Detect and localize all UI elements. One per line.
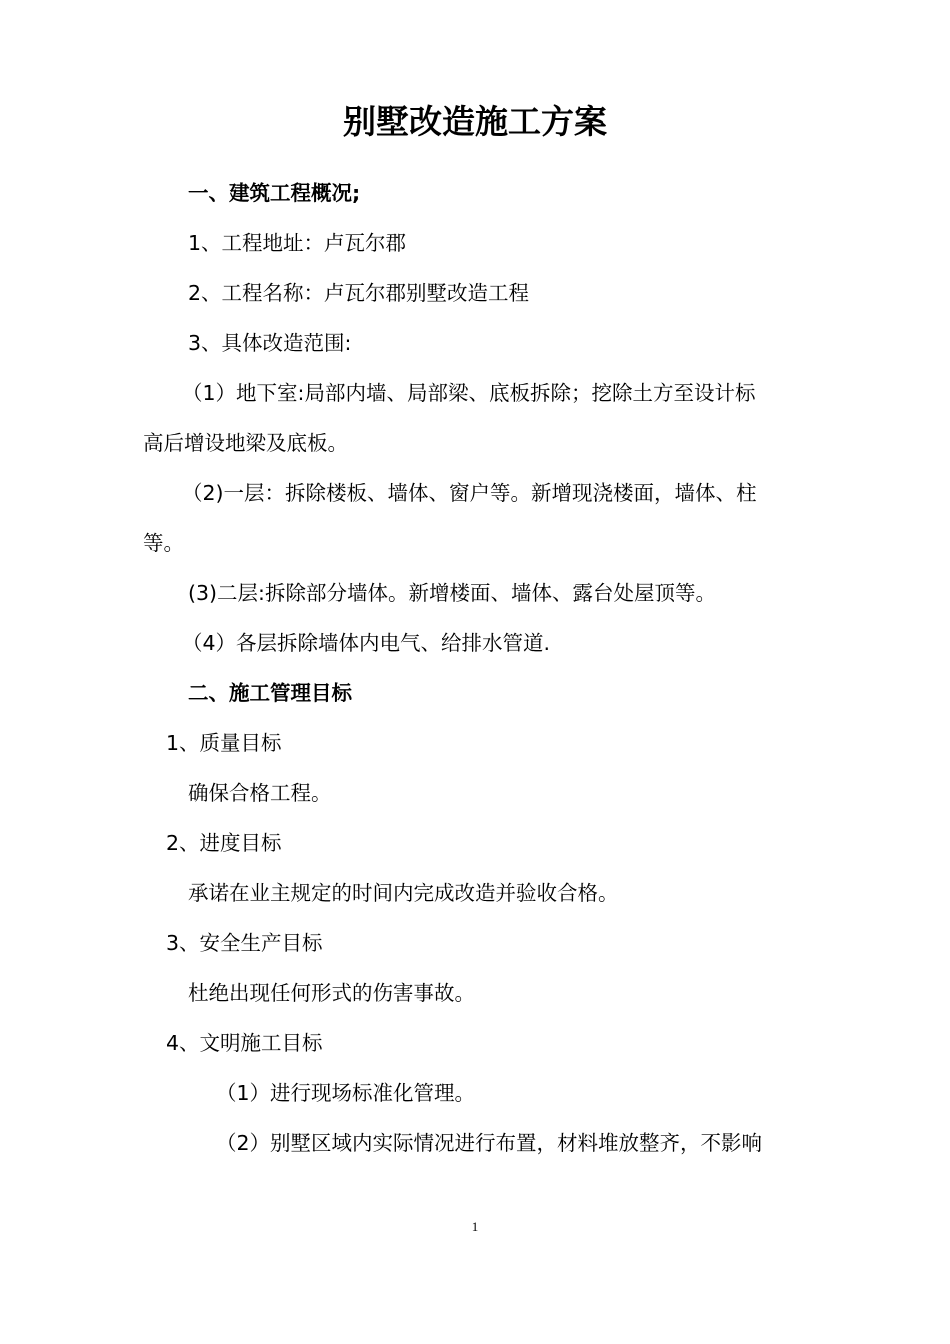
section-heading-building-overview: 一、建筑工程概况; xyxy=(188,181,361,205)
paragraph-first-floor-scope-cont: 等。 xyxy=(143,531,184,555)
paragraph-site-layout: （2）别墅区域内实际情况进行布置，材料堆放整齐，不影响 xyxy=(216,1131,763,1155)
paragraph-basement-scope-cont: 高后增设地梁及底板。 xyxy=(143,431,348,455)
paragraph-first-floor-scope: （2)一层：拆除楼板、墙体、窗户等。新增现浇楼面，墙体、柱 xyxy=(182,481,757,505)
subheading-safety-goal: 3、安全生产目标 xyxy=(166,931,323,955)
paragraph-project-address: 1、工程地址：卢瓦尔郡 xyxy=(188,231,407,255)
subheading-quality-goal: 1、质量目标 xyxy=(166,731,282,755)
paragraph-second-floor-scope: (3)二层:拆除部分墙体。新增楼面、墙体、露台处屋顶等。 xyxy=(188,581,716,605)
paragraph-quality-goal: 确保合格工程。 xyxy=(188,781,332,805)
page-number: 1 xyxy=(471,1219,479,1234)
document-title: 别墅改造施工方案 xyxy=(343,102,607,141)
paragraph-site-standardization: （1）进行现场标准化管理。 xyxy=(216,1081,476,1105)
subheading-schedule-goal: 2、进度目标 xyxy=(166,831,282,855)
paragraph-piping-scope: （4）各层拆除墙体内电气、给排水管道. xyxy=(182,631,551,655)
paragraph-basement-scope: （1）地下室:局部内墙、局部梁、底板拆除；挖除土方至设计标 xyxy=(182,381,756,405)
paragraph-schedule-goal: 承诺在业主规定的时间内完成改造并验收合格。 xyxy=(188,881,619,905)
subheading-civilized-construction-goal: 4、文明施工目标 xyxy=(166,1031,323,1055)
paragraph-renovation-scope: 3、具体改造范围: xyxy=(188,331,352,355)
paragraph-safety-goal: 杜绝出现任何形式的伤害事故。 xyxy=(188,981,475,1005)
section-heading-management-goals: 二、施工管理目标 xyxy=(188,681,352,705)
paragraph-project-name: 2、工程名称：卢瓦尔郡别墅改造工程 xyxy=(188,281,530,305)
